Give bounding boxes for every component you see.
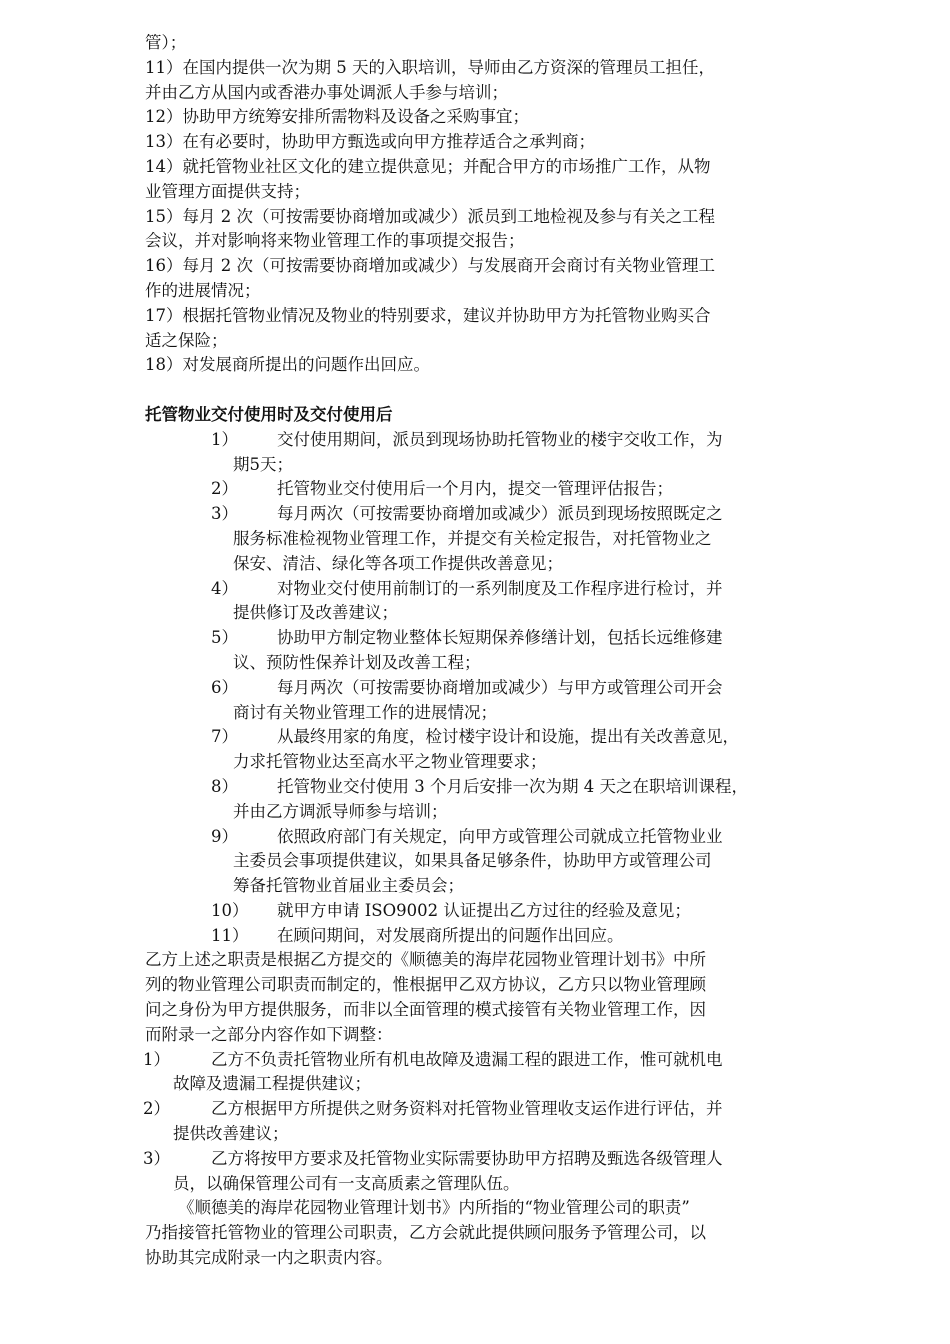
text-line: 作的进展情况；	[145, 280, 261, 300]
item-text: 依照政府部门有关规定，向甲方或管理公司就成立托管物业业	[277, 826, 723, 846]
item-text: 并由乙方调派导师参与培训；	[233, 801, 448, 821]
item-number: 5）	[211, 628, 238, 648]
text-line: 协助其完成附录一内之职责内容。	[145, 1248, 393, 1268]
item-text: 从最终用家的角度，检讨楼宇设计和设施，提出有关改善意见，	[277, 727, 739, 747]
item-text: 力求托管物业达至高水平之物业管理要求；	[233, 752, 547, 772]
list-item	[145, 676, 817, 726]
text-line: 12）协助甲方统筹安排所需物料及设备之采购事宜；	[145, 107, 529, 127]
list-item	[145, 1097, 817, 1147]
item-text: 故障及遗漏工程提供建议；	[173, 1074, 371, 1094]
item-text: 提供改善建议；	[173, 1124, 289, 1144]
item-number: 3）	[143, 1148, 170, 1168]
document-body	[145, 31, 817, 1271]
text-line: 业管理方面提供支持；	[145, 181, 310, 201]
text-line: 乃指接管托管物业的管理公司职责，乙方会就此提供顾问服务予管理公司，以	[145, 1223, 706, 1243]
text-line: 乙方上述之职责是根据乙方提交的《顺德美的海岸花园物业管理计划书》中所	[145, 950, 706, 970]
item-text: 议、预防性保养计划及改善工程；	[233, 652, 481, 672]
list-item	[145, 825, 817, 899]
list-item	[145, 1147, 817, 1197]
list-item	[145, 502, 817, 576]
text-line: 11）在国内提供一次为期 5 天的入职培训，导师由乙方资深的管理员工担任，	[145, 57, 715, 77]
item-text: 保安、清洁、绿化等各项工作提供改善意见；	[233, 553, 563, 573]
list-item	[145, 477, 817, 502]
item-text: 乙方不负责托管物业所有机电故障及遗漏工程的跟进工作，惟可就机电	[211, 1049, 723, 1069]
item-text: 员，以确保管理公司有一支高质素之管理队伍。	[173, 1173, 520, 1193]
item-number: 2）	[143, 1099, 170, 1119]
item-text: 每月两次（可按需要协商增加或减少）与甲方或管理公司开会	[277, 677, 723, 697]
item-text: 服务标准检视物业管理工作，并提交有关检定报告，对托管物业之	[233, 528, 712, 548]
item-text: 就甲方申请 ISO9002 认证提出乙方过往的经验及意见；	[277, 900, 691, 920]
delivery-list	[145, 428, 817, 949]
list-item	[145, 1048, 817, 1098]
item-number: 8）	[211, 776, 238, 796]
item-number: 11）	[211, 925, 249, 945]
list-item	[145, 725, 817, 775]
item-text: 乙方将按甲方要求及托管物业实际需要协助甲方招聘及甄选各级管理人	[211, 1148, 723, 1168]
item-number: 7）	[211, 727, 238, 747]
item-number: 2）	[211, 479, 238, 499]
text-line: 管）；	[145, 33, 187, 52]
list-item	[145, 577, 817, 627]
text-line: 而附录一之部分内容作如下调整：	[145, 1024, 393, 1044]
item-text: 交付使用期间，派员到现场协助托管物业的楼宇交收工作，为	[277, 429, 723, 449]
item-text: 商讨有关物业管理工作的进展情况；	[233, 702, 497, 722]
list-item	[145, 626, 817, 676]
text-line: 会议，并对影响将来物业管理工作的事项提交报告；	[145, 231, 525, 251]
text-line: 15）每月 2 次（可按需要协商增加或减少）派员到工地检视及参与有关之工程	[145, 206, 715, 226]
text-line: 适之保险；	[145, 330, 228, 350]
item-number: 6）	[211, 677, 238, 697]
text-line: 14）就托管物业社区文化的建立提供意见；并配合甲方的市场推广工作，从物	[145, 156, 711, 176]
text-line: 并由乙方从国内或香港办事处调派人手参与培训；	[145, 82, 508, 102]
text-line: 问之身份为甲方提供服务，而非以全面管理的模式接管有关物业管理工作，因	[145, 1000, 706, 1020]
item-text: 协助甲方制定物业整体长短期保养修缮计划，包括长远维修建	[277, 628, 723, 648]
list-item	[145, 924, 817, 949]
item-number: 4）	[211, 578, 238, 598]
item-text: 乙方根据甲方所提供之财务资料对托管物业管理收支运作进行评估，并	[211, 1099, 723, 1119]
item-text: 提供修订及改善建议；	[233, 603, 398, 623]
text-line: 《顺德美的海岸花园物业管理计划书》内所指的“物业管理公司的职责”	[178, 1198, 690, 1218]
explanation-paragraph	[145, 948, 817, 1047]
item-text: 筹备托管物业首届业主委员会；	[233, 876, 464, 896]
item-text: 主委员会事项提供建议，如果具备足够条件，协助甲方或管理公司	[233, 851, 712, 871]
item-text: 托管物业交付使用后一个月内，提交一管理评估报告；	[277, 479, 673, 499]
item-text: 每月两次（可按需要协商增加或减少）派员到现场按照既定之	[277, 504, 723, 524]
text-line: 13）在有必要时，协助甲方甄选或向甲方推荐适合之承判商；	[145, 132, 595, 152]
item-text: 期5天；	[233, 454, 293, 474]
item-number: 3）	[211, 504, 238, 524]
list-item	[145, 775, 817, 825]
text-line: 18）对发展商所提出的问题作出回应。	[145, 355, 430, 375]
closing-paragraph	[145, 1196, 817, 1270]
item-text: 对物业交付使用前制订的一系列制度及工作程序进行检讨，并	[277, 578, 723, 598]
item-number: 9）	[211, 826, 238, 846]
item-text: 在顾问期间，对发展商所提出的问题作出回应。	[277, 925, 624, 945]
pre-delivery-list	[145, 31, 817, 378]
text-line: 列的物业管理公司职责而制定的，惟根据甲乙双方协议，乙方只以物业管理顾	[145, 975, 706, 995]
item-number: 10）	[211, 900, 249, 920]
adjustment-list	[145, 1048, 817, 1197]
text-line: 16）每月 2 次（可按需要协商增加或减少）与发展商开会商讨有关物业管理工	[145, 256, 715, 276]
item-number: 1）	[143, 1049, 170, 1069]
section-heading: 托管物业交付使用时及交付使用后	[145, 404, 393, 424]
list-item	[145, 899, 817, 924]
item-text: 托管物业交付使用 3 个月后安排一次为期 4 天之在职培训课程，	[277, 776, 748, 796]
item-number: 1）	[211, 429, 238, 449]
text-line: 17）根据托管物业情况及物业的特别要求，建议并协助甲方为托管物业购买合	[145, 305, 711, 325]
list-item	[145, 428, 817, 478]
